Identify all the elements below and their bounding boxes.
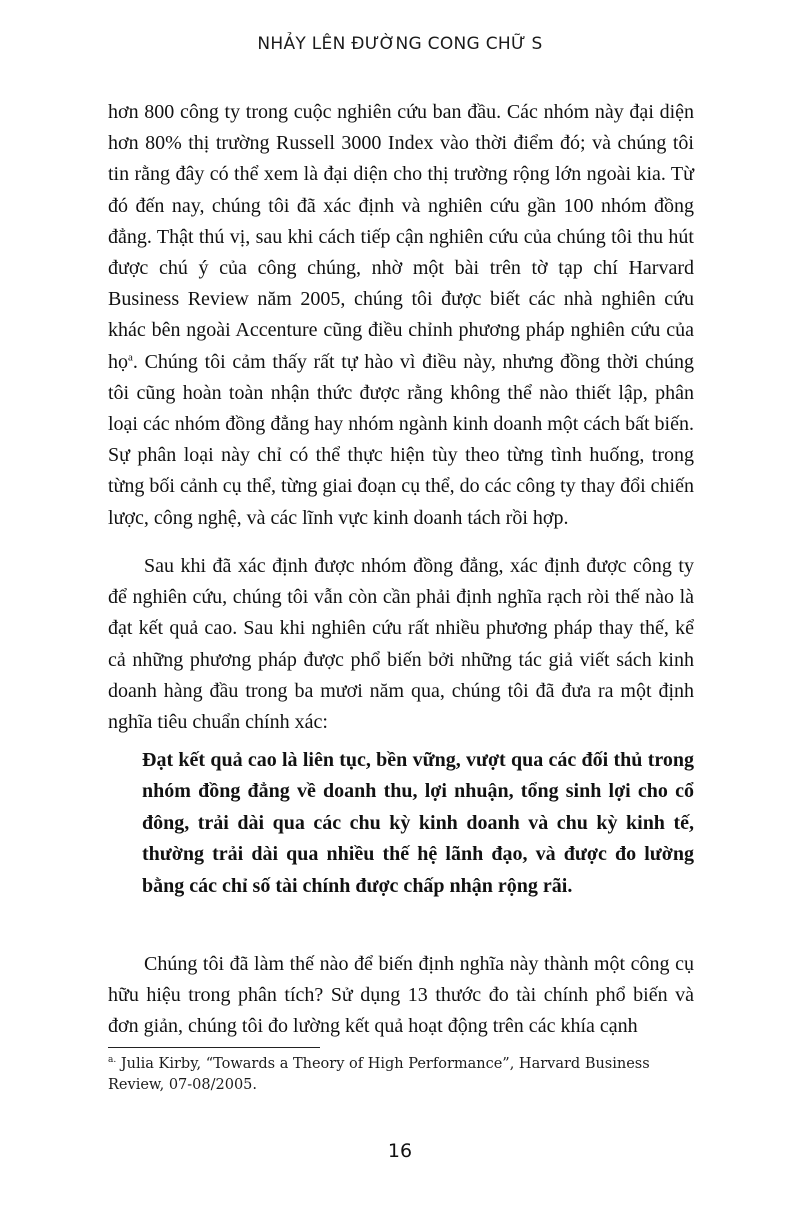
definition-quote: Đạt kết quả cao là liên tục, bền vững, vượt qua các đối thủ trong nhóm đồng đẳng về doanh thu, lợi nhuận, tổng sinh lợi cho cổ đông, trải dài qua các chu kỳ kinh doanh và chu kỳ kinh tế, thường trải dài qua nhiều thế hệ lãnh đạo, và được đo lường bằng các chỉ số tài chính được chấp nhận rộng rãi. [142, 749, 694, 897]
footnote-divider [108, 1047, 320, 1048]
paragraph-1-text-b: . Chúng tôi cảm thấy rất tự hào vì điều này, nhưng đồng thời chúng tôi cũng hoàn toàn nhận thức được rằng không thể nào thiết lập, phân loại các nhóm đồng đẳng hay nhóm ngành kinh doanh một cách bất biến. Sự phân loại này chỉ có thể thực hiện tùy theo từng tình huống, trong từng bối cảnh cụ thể, từng giai đoạn cụ thể, do các công ty thay đổi chiến lược, công nghệ, và các lĩnh vực kinh doanh tách rồi hợp. [108, 350, 694, 529]
running-header: NHẢY LÊN ĐƯỜNG CONG CHỮ S [257, 34, 543, 54]
footnote-mark: a. [108, 1055, 117, 1066]
footnote-text: Julia Kirby, “Towards a Theory of High Performance”, Harvard Business Review, 07-08/2005. [108, 1056, 650, 1093]
paragraph-1 [108, 97, 694, 534]
paragraph-2: Sau khi đã xác định được nhóm đồng đẳng, xác định được công ty để nghiên cứu, chúng tôi vẫn còn cần phải định nghĩa rạch ròi thế nào là đạt kết quả cao. Sau khi nghiên cứu rất nhiều phương pháp thay thế, kể cả những phương pháp được phổ biến bởi những tác giả viết sách kinh doanh hàng đầu trong ba mươi năm qua, chúng tôi đã đưa ra một định nghĩa tiêu chuẩn chính xác: [108, 555, 694, 734]
footnote [108, 1054, 698, 1096]
footnote-reference-mark: a [128, 350, 133, 363]
paragraph-3: Chúng tôi đã làm thế nào để biến định nghĩa này thành một công cụ hữu hiệu trong phân tích? Sử dụng 13 thước đo tài chính phổ biến và đơn giản, chúng tôi đo lường kết quả hoạt động trên các khía cạnh [108, 953, 694, 1038]
page-number: 16 [387, 1140, 413, 1162]
paragraph-1-text-a: hơn 800 công ty trong cuộc nghiên cứu ban đầu. Các nhóm này đại diện hơn 80% thị trường Russell 3000 Index vào thời điểm đó; và chúng tôi tin rằng đây có thể xem là đại diện cho thị trường rộng lớn ngoài kia. Từ đó đến nay, chúng tôi đã xác định và nghiên cứu gần 100 nhóm đồng đẳng. Thật thú vị, sau khi cách tiếp cận nghiên cứu của chúng tôi thu hút được chú ý của công chúng, nhờ một bài trên tờ tạp chí Harvard Business Review năm 2005, chúng tôi được biết các nhà nghiên cứu khác bên ngoài Accenture cũng điều chỉnh phương pháp nghiên cứu của họ [108, 101, 694, 373]
